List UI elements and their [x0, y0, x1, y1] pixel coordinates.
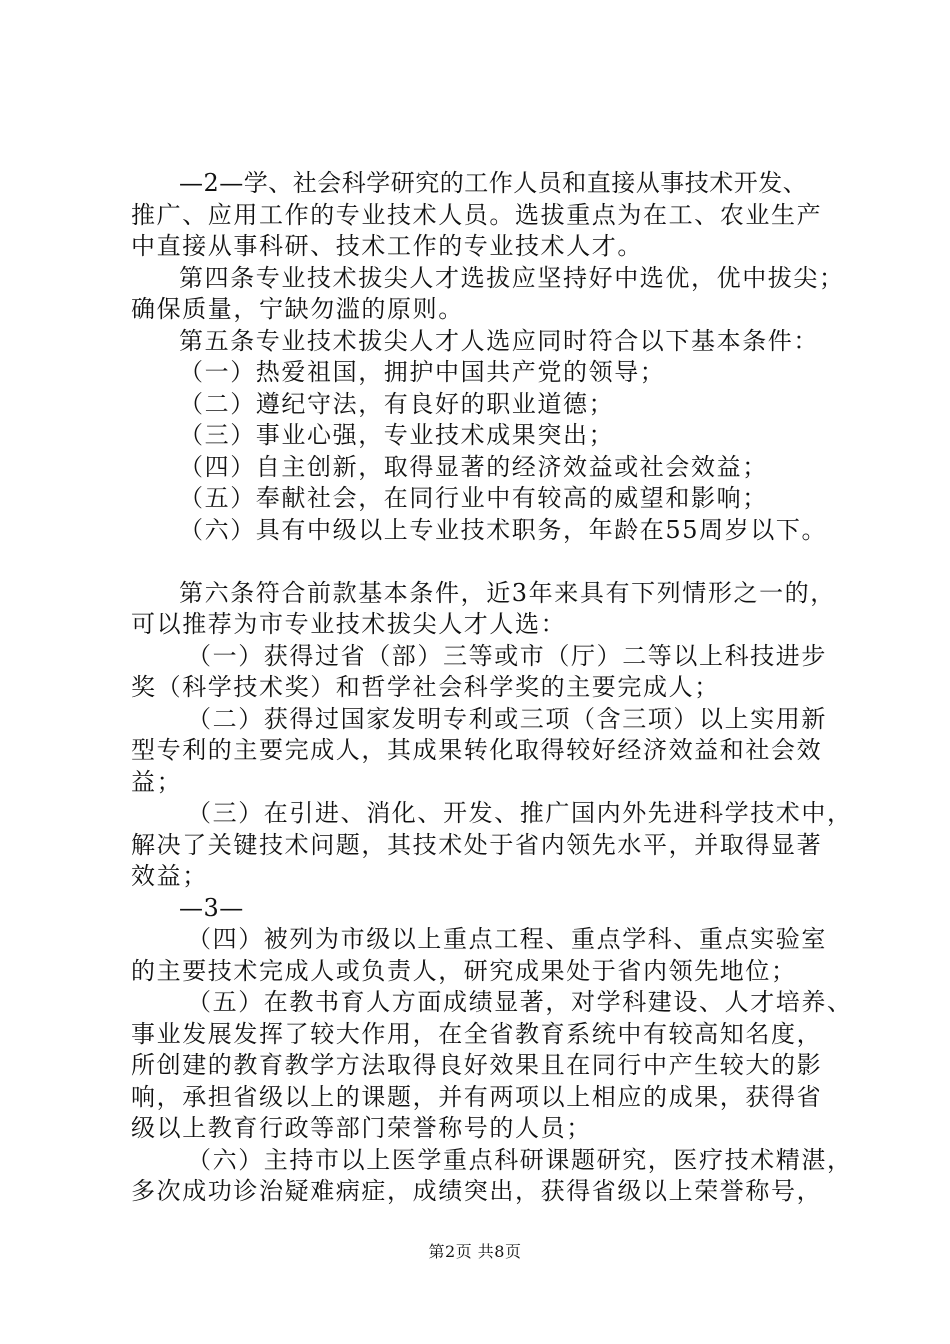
text-line: 事业发展发挥了较大作用，在全省教育系统中有较高知名度，: [131, 1019, 823, 1048]
list-item: （二）遵纪守法，有良好的职业道德；: [179, 389, 615, 418]
list-item: （一）获得过省（部）三等或市（厅）二等以上科技进步: [187, 641, 827, 670]
text-line: 奖（科学技术奖）和哲学社会科学奖的主要完成人；: [131, 673, 720, 701]
text-line: 解决了关键技术问题，其技术处于省内领先水平，并取得显著: [131, 830, 823, 859]
text-line: 第四条专业技术拔尖人才选拔应坚持好中选优，优中拔尖；: [179, 263, 845, 292]
text-line: —2—学、社会科学研究的工作人员和直接从事技术开发、: [179, 169, 808, 197]
page-marker: —3—: [179, 893, 244, 922]
text-line: 可以推荐为市专业技术拔尖人才人选：: [131, 610, 567, 638]
list-item: （四）自主创新，取得显著的经济效益或社会效益；: [179, 452, 768, 481]
list-item: （五）奉献社会，在同行业中有较高的威望和影响；: [179, 484, 768, 512]
list-item: （五）在教书育人方面成绩显著，对学科建设、人才培养、: [187, 988, 853, 1016]
list-item: （六）主持市以上医学重点科研课题研究，医疗技术精湛，: [187, 1145, 853, 1174]
text-line: 效益；: [131, 862, 208, 890]
text-line: 的主要技术完成人或负责人，研究成果处于省内领先地位；: [131, 956, 797, 985]
text-line: 多次成功诊治疑难病症，成绩突出，获得省级以上荣誉称号，: [131, 1177, 823, 1205]
list-item: （四）被列为市级以上重点工程、重点学科、重点实验室: [187, 925, 827, 953]
text-line: 益；: [131, 767, 183, 796]
text-line: 所创建的教育教学方法取得良好效果且在同行中产生较大的影: [131, 1051, 823, 1079]
list-item: （六）具有中级以上专业技术职务，年龄在55周岁以下。: [179, 515, 828, 544]
list-item: （二）获得过国家发明专利或三项（含三项）以上实用新: [187, 704, 827, 733]
text-line: 确保质量，宁缺勿滥的原则。: [131, 295, 464, 323]
text-line: 第六条符合前款基本条件，近3年来具有下列情形之一的，: [179, 578, 836, 607]
text-line: 级以上教育行政等部门荣誉称号的人员；: [131, 1114, 592, 1142]
list-item: （三）事业心强，专业技术成果突出；: [179, 421, 615, 449]
document-body: [131, 168, 853, 1208]
text-line: 中直接从事科研、技术工作的专业技术人才。: [131, 232, 643, 260]
text-line: 第五条专业技术拔尖人才人选应同时符合以下基本条件：: [179, 326, 819, 355]
page-number-label: 第2页 共8页: [428, 1242, 522, 1261]
text-line: 型专利的主要完成人，其成果转化取得较好经济效益和社会效: [131, 736, 823, 764]
list-item: （三）在引进、消化、开发、推广国内外先进科学技术中，: [187, 799, 853, 827]
page-footer: [0, 1240, 950, 1264]
text-line: 推广、应用工作的专业技术人员。选拔重点为在工、农业生产: [131, 200, 823, 229]
list-item: （一）热爱祖国，拥护中国共产党的领导；: [179, 358, 666, 386]
blank-line: [131, 546, 831, 578]
text-line: 响，承担省级以上的课题，并有两项以上相应的成果，获得省: [131, 1082, 823, 1111]
